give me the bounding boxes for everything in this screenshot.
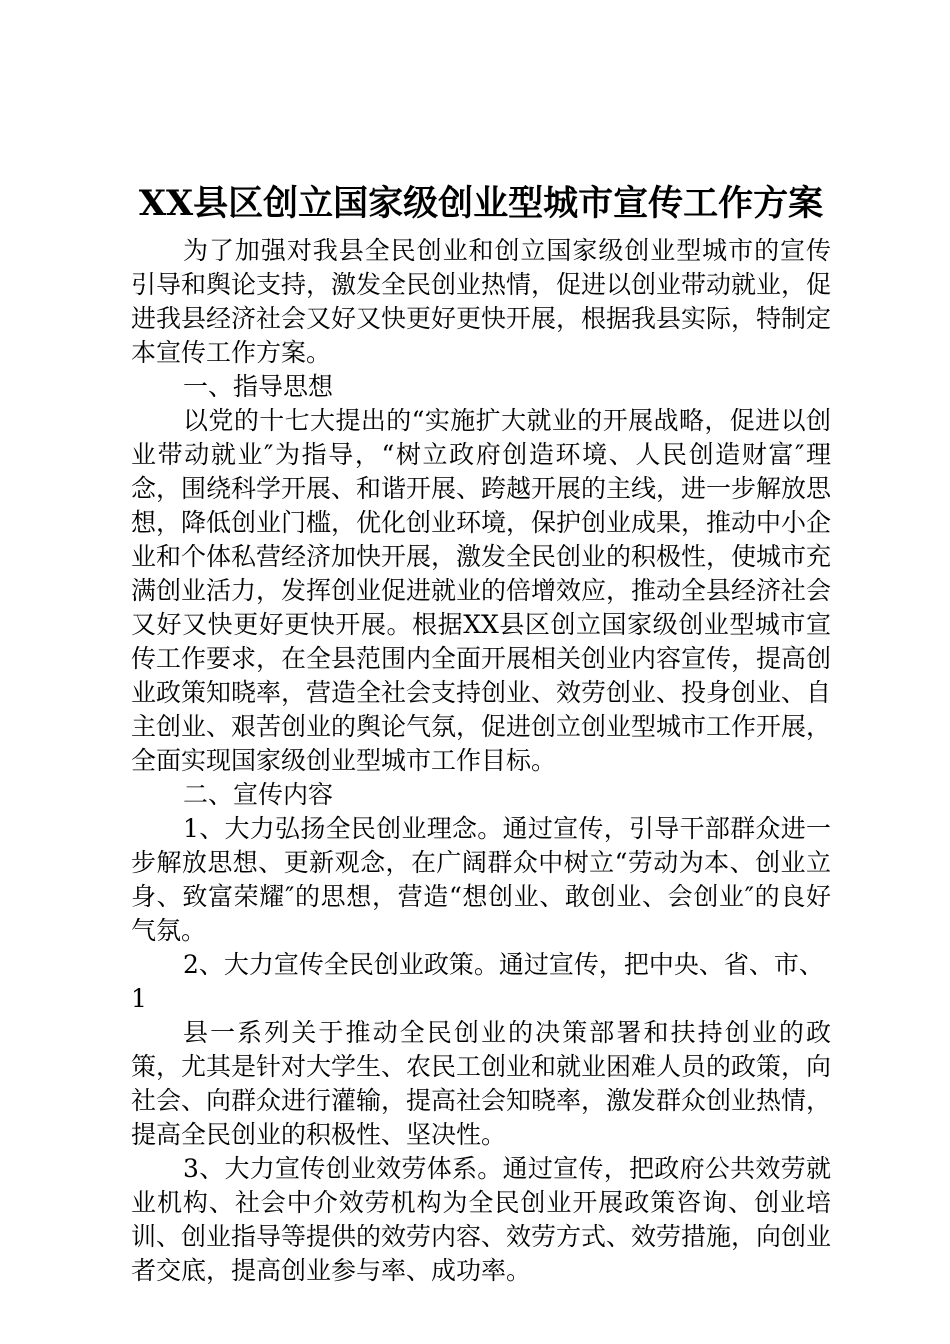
document-page (131, 180, 831, 1288)
section-heading-guiding-ideology: 一、指导思想 (183, 372, 334, 401)
content-item-2-continued: 县一系列关于推动全民创业的决策部署和扶持创业的政策，尤其是针对大学生、农民工创业和就业困难人员的政策，向社会、向群众进行灌输，提高社会知晓率，激发群众创业热情，提高全民创业的积极性、坚决性。 (131, 1018, 832, 1149)
content-item-3: 3、大力宣传创业效劳体系。通过宣传，把政府公共效劳就业机构、社会中介效劳机构为全民创业开展政策咨询、创业培训、创业指导等提供的效劳内容、效劳方式、效劳措施，向创业者交底，提高创业参与率、成功率。 (131, 1154, 832, 1285)
section-heading-publicity-content: 二、宣传内容 (183, 780, 334, 809)
intro-paragraph: 为了加强对我县全民创业和创立国家级创业型城市的宣传引导和舆论支持，激发全民创业热情，促进以创业带动就业，促进我县经济社会又好又快更好更快开展，根据我县实际，特制定本宣传工作方案。 (131, 236, 832, 367)
page-number: 1 (131, 984, 147, 1013)
content-item-2-start: 2、大力宣传全民创业政策。通过宣传，把中央、省、市、 (183, 950, 824, 979)
document-title: XX县区创立国家级创业型城市宣传工作方案 (138, 183, 824, 224)
content-item-1: 1、大力弘扬全民创业理念。通过宣传，引导干部群众进一步解放思想、更新观念，在广阔群众中树立“劳动为本、创业立身、致富荣耀″的思想，营造“想创业、敢创业、会创业″的良好气氛。 (131, 814, 831, 945)
guiding-ideology-paragraph: 以党的十七大提出的“实施扩大就业的开展战略，促进以创业带动就业″为指导，“树立政府创造环境、人民创造财富″理念，围绕科学开展、和谐开展、跨越开展的主线，进一步解放思想，降低创业门槛，优化创业环境，保护创业成果，推动中小企业和个体私营经济加快开展，激发全民创业的积极性，使城市充满创业活力，发挥创业促进就业的倍增效应，推动全县经济社会又好又快更好更快开展。根据XX县区创立国家级创业型城市宣传工作要求，在全县范围内全面开展相关创业内容宣传，提高创业政策知晓率，营造全社会支持创业、效劳创业、投身创业、自主创业、艰苦创业的舆论气氛，促进创立创业型城市工作开展，全面实现国家级创业型城市工作目标。 (131, 406, 832, 775)
